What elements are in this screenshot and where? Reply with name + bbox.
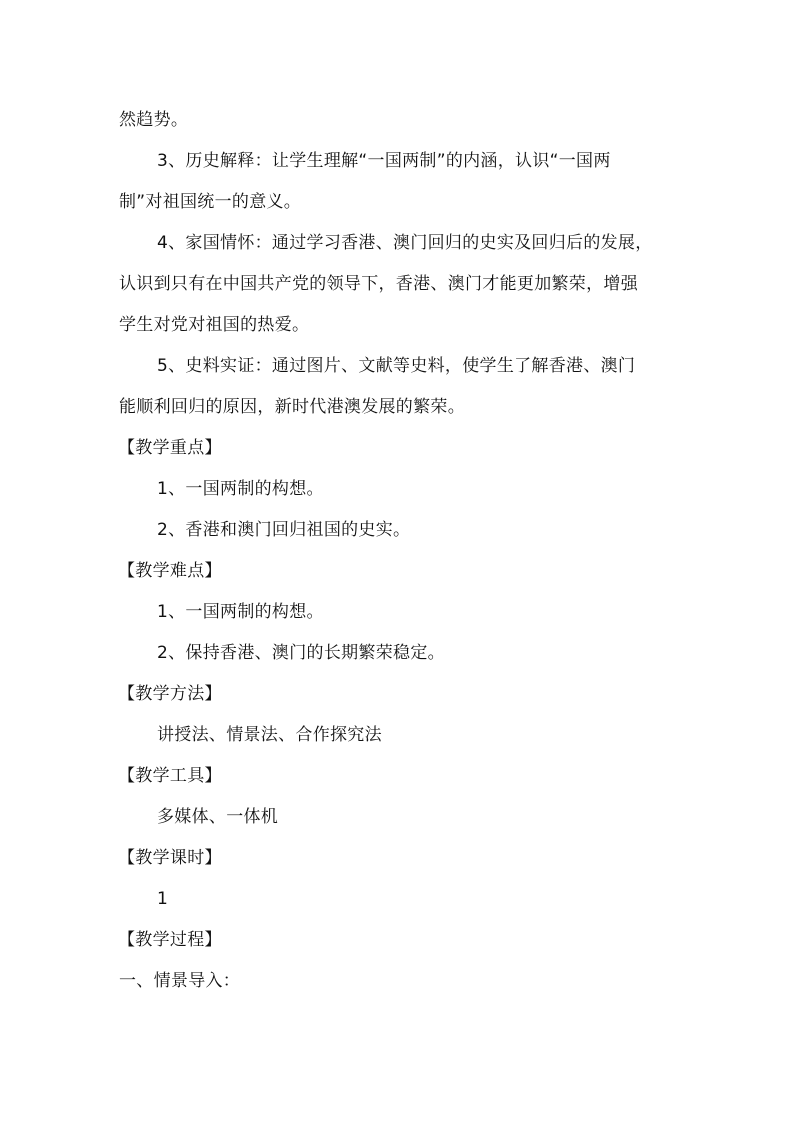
section-content: 多媒体、一体机 [157,807,279,827]
section-heading: 【教学方法】 [118,684,222,704]
section-heading: 【教学难点】 [118,561,222,581]
section-heading: 【教学过程】 [118,930,222,950]
section-content: 1 [157,889,169,909]
list-item: 1、一国两制的构想。 [157,602,324,622]
list-item: 2、保持香港、澳门的长期繁荣稳定。 [157,643,445,663]
text-line: 学生对党对祖国的热爱。 [119,315,310,335]
section-heading: 【教学工具】 [118,766,222,786]
section-heading: 【教学课时】 [118,848,222,868]
text-line: 5、史料实证：通过图片、文献等史料，使学生了解香港、澳门 [157,356,636,376]
text-line: 制”对祖国统一的意义。 [119,192,302,212]
document-body [119,100,679,1002]
text-line: 能顺利回归的原因，新时代港澳发展的繁荣。 [119,397,465,417]
text-line: 然趋势。 [119,110,189,130]
section-heading: 【教学重点】 [118,438,222,458]
list-item: 2、香港和澳门回归祖国的史实。 [157,520,411,540]
text-line: 4、家国情怀：通过学习香港、澳门回归的史实及回归后的发展， [157,233,653,253]
section-content: 讲授法、情景法、合作探究法 [157,725,382,745]
subsection-heading: 一、情景导入： [119,971,241,991]
text-line: 认识到只有在中国共产党的领导下，香港、澳门才能更加繁荣，增强 [119,274,638,294]
list-item: 1、一国两制的构想。 [157,479,324,499]
text-line: 3、历史解释：让学生理解“一国两制”的内涵，认识“一国两 [157,151,611,171]
